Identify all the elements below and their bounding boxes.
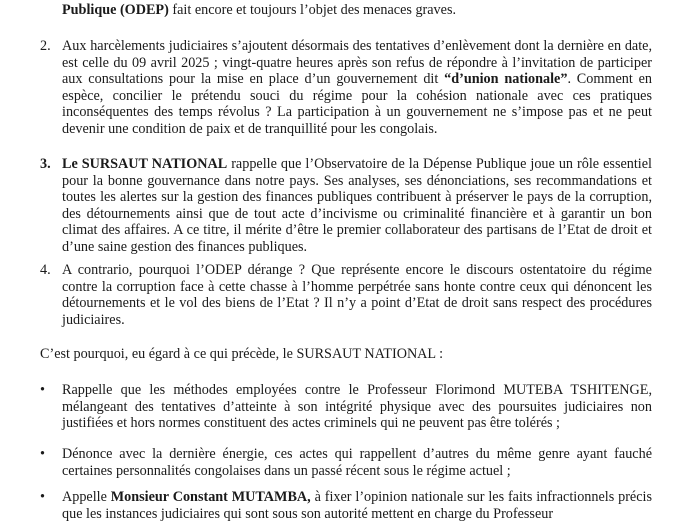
top-fragment-text: fait encore et toujours l’objet des menaces graves. bbox=[168, 2, 457, 18]
bullet-2-glyph: • bbox=[40, 446, 45, 462]
item-2-bold: “d’union nationale” bbox=[444, 71, 568, 88]
top-fragment-bold: Publique (ODEP) bbox=[62, 2, 169, 18]
item-number-2: 2. bbox=[40, 38, 51, 54]
bullet-1-text: Rappelle que les méthodes employées contre le Professeur Florimond MUTEBA TSHITENGE, mélangeant des tentatives d’atteinte à son intégrité physique avec des poursuites judiciaires non justifiées et hors normes constituent des actes criminels qui ne peuvent pas être tolérés ; bbox=[62, 382, 652, 432]
item-paragraph-4 bbox=[62, 262, 652, 328]
item-2-text-a: Aux harcèlements judiciaires s’ajoutent désormais des tentatives d’enlèvement dont la dernière en date, est celle du 09 avril 2025 ; vingt-quatre heures après son refus de répondre à l’invitation de participer aux consultations pour la mise en place d’un gouvernement dit bbox=[62, 38, 652, 88]
bullet-paragraph-2 bbox=[62, 446, 652, 479]
item-number-4: 4. bbox=[40, 262, 51, 278]
bullet-3-text-b: à fixer l’opinion nationale sur les faits infractionnels précis que les instances judiciaires qui sont sous son autorité mettent en charge du Professeur bbox=[62, 489, 652, 522]
item-number-3: 3. bbox=[40, 156, 51, 172]
bullet-paragraph-3 bbox=[62, 489, 652, 522]
item-3-text: rappelle que l’Observatoire de la Dépense Publique joue un rôle essentiel pour la bonne gouvernance dans notre pays. Ses analyses, ses dénonciations, ses recommandations et toutes les alertes sur la gestion des finances publiques contribuent à préserver le pays de la corruption, des détournements ainsi que de tout acte d’incivisme ou criminalité financière et à garantir un bon climat des affaires. A ce titre, il mérite d’être le premier collaborateur des partisans de l’Etat de droit et d’une saine gestion des finances publiques. bbox=[62, 156, 652, 255]
item-paragraph-3 bbox=[62, 156, 652, 256]
bullet-paragraph-1 bbox=[62, 382, 652, 432]
top-fragment bbox=[62, 2, 682, 19]
intro-line: C’est pourquoi, eu égard à ce qui précède, le SURSAUT NATIONAL : bbox=[40, 346, 444, 362]
item-4-text: A contrario, pourquoi l’ODEP dérange ? Que représente encore le discours ostentatoire du régime contre la corruption face à cette chasse à l’homme perpétrée sans honte contre ceux qui dénoncent les détournements et le vol des biens de l’Etat ? Il n’y a point d’Etat de droit sans respect des procédures judiciaires. bbox=[62, 262, 652, 328]
bullet-2-text: Dénonce avec la dernière énergie, ces actes qui rappellent d’autres du même genre ayant fauché certaines personnalités congolaises dans un passé récent sous le régime actuel ; bbox=[62, 446, 652, 479]
item-3-bold: Le SURSAUT NATIONAL bbox=[62, 156, 228, 172]
item-2-text-b: . Comment en espèce, concilier le prétendu souci du régime pour la cohésion nationale avec ces pratiques inconséquentes des temps révolus ? La participation à un gouvernement ne s’impose pas et ne peut devenir une condition de paix et de tranquillité pour les congolais. bbox=[62, 71, 652, 137]
item-paragraph-2 bbox=[62, 38, 652, 138]
bullet-1-glyph: • bbox=[40, 382, 45, 398]
bullet-3-glyph: • bbox=[40, 489, 45, 505]
bullet-3-bold: Monsieur Constant MUTAMBA, bbox=[110, 489, 311, 505]
bullet-3-text-a: Appelle bbox=[62, 489, 111, 505]
